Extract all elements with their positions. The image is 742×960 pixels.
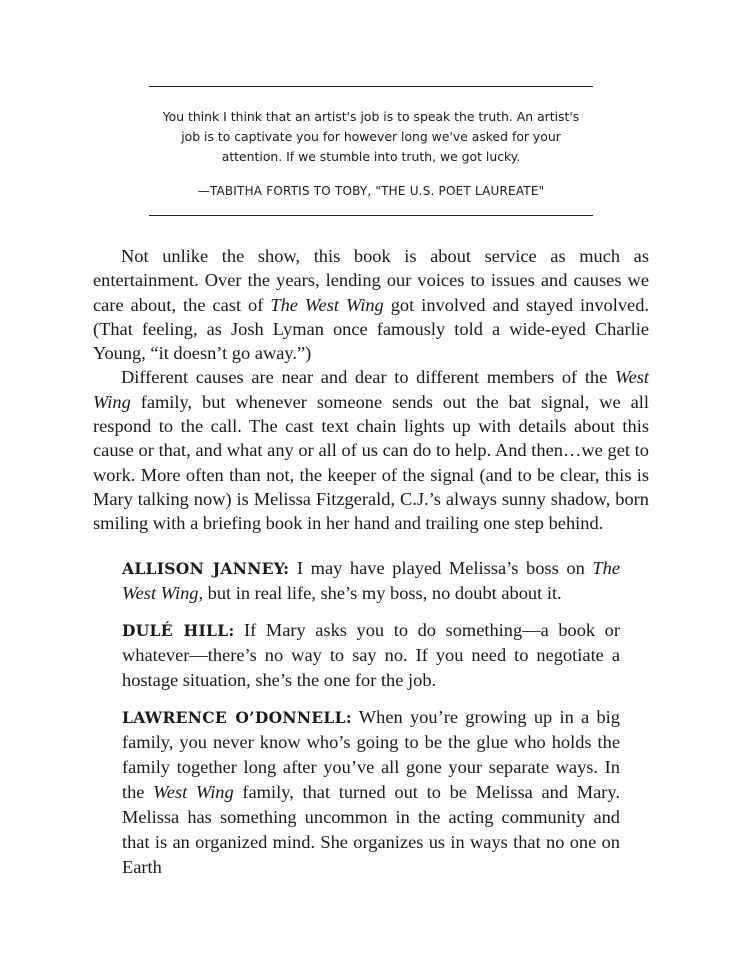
text-run: When you’re growing up in a big family, you never know who’s going to be the glue who holds the family together long after you’ve all gone your separate ways. In the xyxy=(122,707,620,802)
body-paragraph xyxy=(93,365,649,535)
italic-title: The West Wing xyxy=(122,558,620,603)
text-run: Not unlike the show, this book is about service as much as entertainment. Over the years, lending our voices to issues and causes we care about, the cast of xyxy=(93,246,649,315)
body-paragraph xyxy=(93,244,649,365)
text-run: family, but whenever someone sends out the bat signal, we all respond to the call. The cast text chain lights up with details about this cause or that, and what any or all of us can do to help. And then…we get to work. More often than not, the keeper of the signal (and to be clear, this is Mary talking now) is Melissa Fitzgerald, C.J.’s always sunny shadow, born smiling with a briefing book in her hand and trailing one step behind. xyxy=(93,391,649,534)
body-text xyxy=(93,244,649,536)
text-run: , but in real life, she’s my boss, no doubt about it. xyxy=(198,583,562,603)
speaker-name: ALLISON JANNEY: xyxy=(122,559,290,578)
text-run: I may have played Melissa’s boss on xyxy=(289,558,593,578)
epigraph-quote: You think I think that an artist's job is to speak the truth. An artist's job is to captivate you for however long we've asked for your attention. If we stumble into truth, we got lucky. xyxy=(162,109,580,164)
italic-title: West Wing xyxy=(153,782,234,802)
interview-entry xyxy=(122,618,620,693)
text-run: family, that turned out to be Melissa and Mary. Melissa has something uncommon in the acting community and that is an organized mind. She organizes us in ways that no one on Earth xyxy=(122,782,620,877)
interview-entry xyxy=(122,705,620,880)
speaker-name: LAWRENCE O’DONNELL: xyxy=(122,708,352,727)
speaker-name: DULÉ HILL: xyxy=(122,621,235,640)
text-run: If Mary asks you to do something—a book or whatever—there’s no way to say no. If you need to negotiate a hostage situation, she’s the one for the job. xyxy=(122,620,620,690)
interview-section xyxy=(122,556,620,892)
text-run: got involved and stayed involved. (That feeling, as Josh Lyman once famously told a wide-eyed Charlie Young, “it doesn’t go away.”) xyxy=(93,294,649,364)
text-run: Different causes are near and dear to different members of the xyxy=(121,367,615,388)
italic-title: The West Wing xyxy=(270,294,384,315)
epigraph-box xyxy=(149,86,593,216)
interview-entry xyxy=(122,556,620,606)
epigraph-attribution: —TABITHA FORTIS TO TOBY, "THE U.S. POET LAUREATE" xyxy=(197,184,545,198)
italic-title: West Wing xyxy=(93,367,649,412)
